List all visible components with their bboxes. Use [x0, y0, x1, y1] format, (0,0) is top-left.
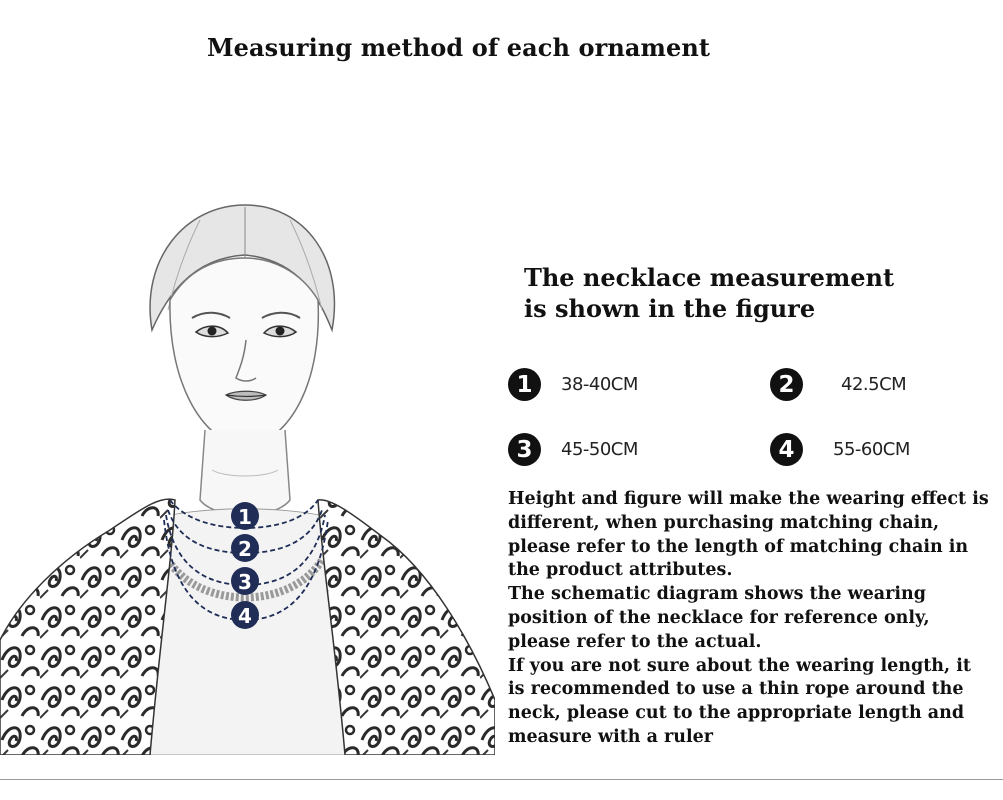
size-item-4	[770, 433, 910, 466]
note-paragraph-2: The schematic diagram shows the wearing position of the necklace for reference only, please refer to the actual.	[508, 584, 930, 652]
size-item-1	[508, 368, 638, 401]
number-4-badge-icon: 4	[770, 433, 803, 466]
size-value-1: 38-40CM	[561, 374, 638, 395]
note-paragraph-1: Height and figure will make the wearing effect is different, when purchasing matching chain, please refer to the length of matching chain in the product attributes.	[508, 489, 989, 581]
measurement-heading-line-1: The necklace measurement	[524, 263, 895, 292]
size-value-4: 55-60CM	[833, 439, 910, 460]
marker-1	[231, 502, 259, 530]
necklace-model-illustration	[0, 195, 495, 755]
measurement-heading-line-2: is shown in the figure	[524, 294, 816, 323]
marker-2	[231, 534, 259, 562]
number-1-badge-icon: 1	[508, 368, 541, 401]
size-advice-text	[508, 488, 993, 750]
svg-text:3: 3	[238, 570, 252, 594]
bottom-divider	[0, 779, 1003, 780]
marker-3	[231, 567, 259, 595]
number-3-badge-icon: 3	[508, 433, 541, 466]
marker-4	[231, 601, 259, 629]
number-2-badge-icon: 2	[770, 368, 803, 401]
size-list	[508, 368, 978, 478]
note-paragraph-3: If you are not sure about the wearing length, it is recommended to use a thin rope around the neck, please cut to the appropriate length and measure with a ruler	[508, 655, 971, 747]
size-item-2	[770, 368, 906, 401]
size-value-2: 42.5CM	[841, 374, 907, 395]
svg-text:1: 1	[238, 505, 252, 529]
svg-text:2: 2	[238, 537, 252, 561]
size-item-3	[508, 433, 638, 466]
measurement-heading	[524, 262, 964, 324]
svg-text:4: 4	[238, 604, 252, 628]
size-value-3: 45-50CM	[561, 439, 638, 460]
page-title: Measuring method of each ornament	[207, 33, 711, 62]
